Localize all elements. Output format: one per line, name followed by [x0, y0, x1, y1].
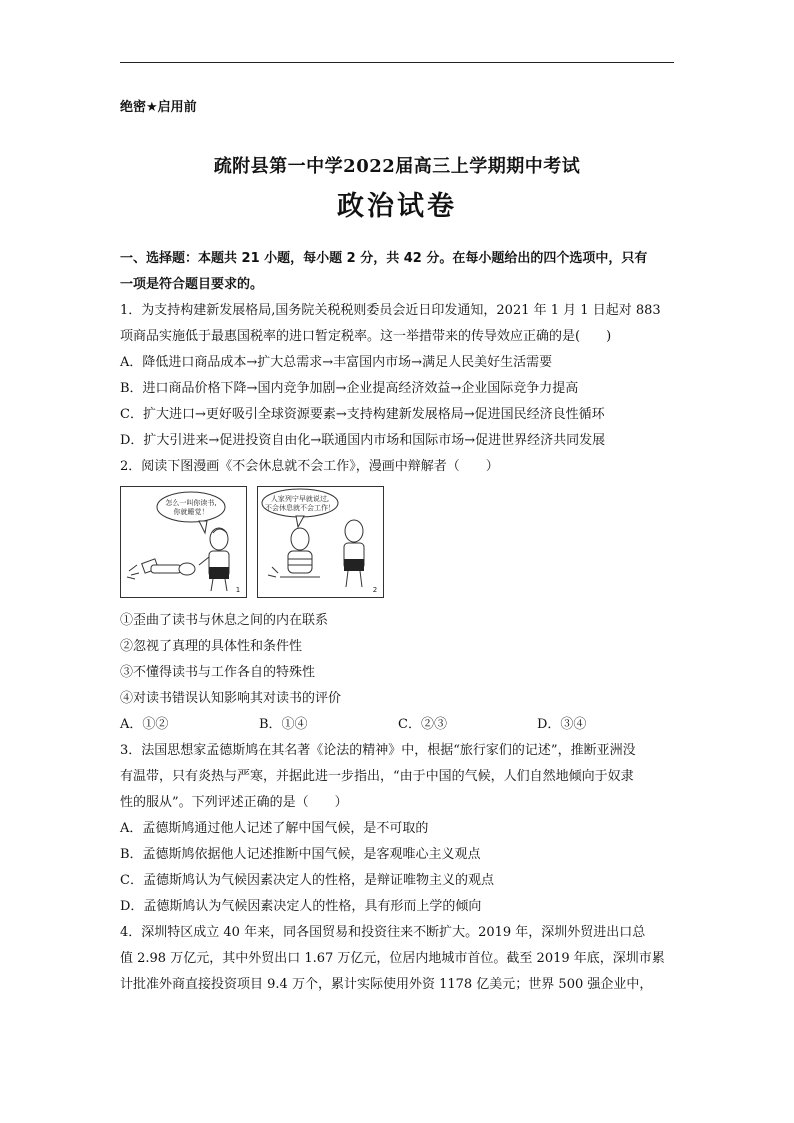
bubble-text: 不会休息就不会工作！ — [265, 504, 335, 512]
question-stem: 4．深圳特区成立 40 年来，同各国贸易和投资往来不断扩大。2019 年，深圳外贸进出口总 — [120, 925, 646, 940]
question-1 — [120, 298, 676, 454]
exam-title: 疏附县第一中学2022届高三上学期期中考试 — [213, 156, 581, 177]
option-b: B．进口商品价格下降→国内竞争加剧→企业提高经济效益→企业国际竞争力提高 — [120, 381, 579, 396]
question-stem: 有温带，只有炎热与严寒，并据此进一步指出，“由于中国的气候，人们自然地倾向于奴隶 — [120, 769, 634, 784]
subject-title: 政治试卷 — [337, 191, 457, 222]
section-intro: 一、选择题：本题共 21 小题，每小题 2 分，共 42 分。在每小题给出的四个选项中，只有 — [120, 251, 648, 266]
choice-d: D．③④ — [537, 717, 587, 732]
panel-number: 1 — [235, 586, 241, 594]
answer-choices — [120, 712, 676, 738]
question-stem: 值 2.98 万亿元，其中外贸出口 1.67 万亿元，位居内地城市首位。截至 2019 年底，深圳市累 — [120, 951, 665, 966]
statement: ③不懂得读书与工作各自的特殊性 — [120, 665, 316, 680]
option-a: A．降低进口商品成本→扩大总需求→丰富国内市场→满足人民美好生活需要 — [120, 355, 553, 370]
bubble-text: 人家列宁早就说过, — [270, 495, 330, 503]
option-d: D．孟德斯鸠认为气候因素决定人的性格，具有形而上学的倾向 — [120, 899, 482, 914]
question-stem: 1．为支持构建新发展格局,国务院关税税则委员会近日印发通知，2021 年 1 月 1 日起对 883 — [120, 303, 661, 318]
option-a: A．孟德斯鸠通过他人记述了解中国气候，是不可取的 — [120, 821, 429, 836]
comic-strip — [120, 486, 676, 598]
question-stem: 2．阅读下图漫画《不会休息就不会工作》，漫画中辩解者（ ） — [120, 459, 499, 474]
statement: ②忽视了真理的具体性和条件性 — [120, 639, 303, 654]
option-c: C．扩大进口→更好吸引全球资源要素→支持构建新发展格局→促进国民经济良性循环 — [120, 407, 605, 422]
exam-content — [120, 246, 676, 998]
choice-c: C．②③ — [398, 717, 447, 732]
choice-b: B．①④ — [259, 717, 308, 732]
question-stem: 3．法国思想家孟德斯鸠在其名著《论法的精神》中，根据“旅行家们的记述”，推断亚洲没 — [120, 743, 636, 758]
header-rule — [120, 62, 674, 63]
question-stem: 计批准外商直接投资项目 9.4 万个，累计实际使用外资 1178 亿美元；世界 500 强企业中， — [120, 977, 653, 992]
option-c: C．孟德斯鸠认为气候因素决定人的性格，是辩证唯物主义的观点 — [120, 873, 494, 888]
comic-panel-2 — [257, 486, 384, 598]
secret-label: 绝密★启用前 — [120, 100, 197, 115]
panel-number: 2 — [372, 586, 378, 594]
question-2 — [120, 454, 676, 738]
bubble-text: 你就睡觉！ — [173, 508, 209, 516]
question-3 — [120, 738, 676, 920]
bubble-text: 怎么一叫你读书, — [165, 499, 217, 507]
question-stem: 项商品实施低于最惠国税率的进口暂定税率。这一举措带来的传导效应正确的是( ) — [120, 329, 612, 344]
statement: ①歪曲了读书与休息之间的内在联系 — [120, 613, 329, 628]
statement: ④对读书错误认知影响其对读书的评价 — [120, 691, 342, 706]
comic-panel-1 — [120, 486, 247, 598]
section-intro: 一项是符合题目要求的。 — [120, 277, 264, 292]
choice-a: A．①② — [120, 717, 169, 732]
question-stem: 性的服从”。下列评述正确的是（ ） — [120, 795, 348, 810]
question-4 — [120, 920, 676, 998]
option-d: D．扩大引进来→促进投资自由化→联通国内市场和国际市场→促进世界经济共同发展 — [120, 433, 606, 448]
comic-drawing-1 — [121, 487, 246, 597]
comic-drawing-2 — [258, 487, 383, 597]
option-b: B．孟德斯鸠依据他人记述推断中国气候，是客观唯心主义观点 — [120, 847, 481, 862]
